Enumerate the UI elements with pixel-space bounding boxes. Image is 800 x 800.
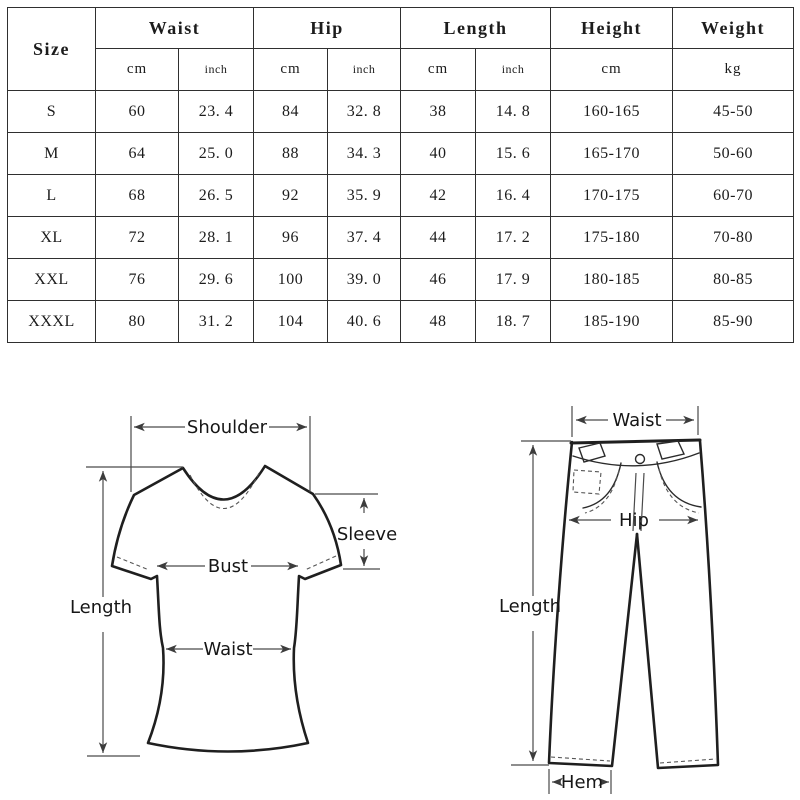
hip-cm-cell: 100 xyxy=(254,259,328,301)
right-hem-stitch xyxy=(660,759,716,763)
hip-inch-cell: 39. 0 xyxy=(328,259,401,301)
length-inch-cell: 16. 4 xyxy=(476,175,551,217)
waist-cm-cell: 72 xyxy=(96,217,179,259)
weight-kg-unit: kg xyxy=(673,49,794,91)
size-cell: M xyxy=(8,133,96,175)
length-cm-cell: 40 xyxy=(401,133,476,175)
shirt-waist-measure xyxy=(166,639,291,660)
pants-measurement-diagram xyxy=(499,406,718,794)
pants-left-leg-outline xyxy=(549,442,637,766)
hip-inch-cell: 40. 6 xyxy=(328,301,401,343)
height-cm-unit: cm xyxy=(551,49,673,91)
table-row xyxy=(8,133,794,175)
length-inch-cell: 14. 8 xyxy=(476,91,551,133)
hip-inch-cell: 34. 3 xyxy=(328,133,401,175)
size-cell: XXL xyxy=(8,259,96,301)
left-hem-stitch xyxy=(551,757,610,761)
height-cell: 185-190 xyxy=(551,301,673,343)
pants-hem-measure xyxy=(549,769,611,794)
hip-group-header: Hip xyxy=(254,8,401,49)
shirt-shoulder-label: Shoulder xyxy=(186,417,268,438)
pants-right-leg-outline xyxy=(637,441,718,768)
sleeve-measure xyxy=(315,494,397,569)
waist-inch-cell: 28. 1 xyxy=(179,217,254,259)
pants-waist-measure xyxy=(572,406,698,437)
hip-cm-unit: cm xyxy=(254,49,328,91)
length-group-header: Length xyxy=(401,8,551,49)
length-inch-cell: 17. 2 xyxy=(476,217,551,259)
pants-length-measure xyxy=(499,441,571,765)
length-inch-cell: 15. 6 xyxy=(476,133,551,175)
waist-inch-cell: 29. 6 xyxy=(179,259,254,301)
weight-cell: 50-60 xyxy=(673,133,794,175)
table-row xyxy=(8,217,794,259)
pants-hem-label: Hem xyxy=(560,772,604,793)
pants-waist-label: Waist xyxy=(612,410,662,431)
height-group-header: Height xyxy=(551,8,673,49)
bust-measure xyxy=(157,556,298,577)
height-cell: 175-180 xyxy=(551,217,673,259)
left-pocket-curve xyxy=(583,463,621,508)
weight-cell: 80-85 xyxy=(673,259,794,301)
size-chart-table xyxy=(7,7,794,343)
waist-cm-cell: 80 xyxy=(96,301,179,343)
waist-cm-unit: cm xyxy=(96,49,179,91)
weight-cell: 70-80 xyxy=(673,217,794,259)
hip-inch-unit: inch xyxy=(328,49,401,91)
hip-cm-cell: 96 xyxy=(254,217,328,259)
waist-cm-cell: 64 xyxy=(96,133,179,175)
right-pocket-stitch xyxy=(659,469,699,513)
height-cell: 160-165 xyxy=(551,91,673,133)
table-row xyxy=(8,259,794,301)
weight-group-header: Weight xyxy=(673,8,794,49)
coin-pocket xyxy=(573,470,601,494)
waist-inch-cell: 26. 5 xyxy=(179,175,254,217)
waist-inch-cell: 31. 2 xyxy=(179,301,254,343)
length-cm-cell: 42 xyxy=(401,175,476,217)
waist-inch-unit: inch xyxy=(179,49,254,91)
size-cell: XXXL xyxy=(8,301,96,343)
hip-cm-cell: 92 xyxy=(254,175,328,217)
hip-inch-cell: 35. 9 xyxy=(328,175,401,217)
waist-inch-cell: 23. 4 xyxy=(179,91,254,133)
hip-inch-cell: 32. 8 xyxy=(328,91,401,133)
height-cell: 165-170 xyxy=(551,133,673,175)
pants-hip-measure xyxy=(569,510,698,531)
length-cm-cell: 38 xyxy=(401,91,476,133)
length-cm-cell: 48 xyxy=(401,301,476,343)
hip-inch-cell: 37. 4 xyxy=(328,217,401,259)
size-cell: S xyxy=(8,91,96,133)
waist-cm-cell: 60 xyxy=(96,91,179,133)
shirt-length-label: Length xyxy=(69,597,133,618)
pants-waistband-top xyxy=(571,440,700,443)
length-cm-unit: cm xyxy=(401,49,476,91)
size-column-header: Size xyxy=(8,8,96,91)
hip-cm-cell: 84 xyxy=(254,91,328,133)
shirt-waist-label: Waist xyxy=(203,639,253,660)
length-cm-cell: 46 xyxy=(401,259,476,301)
waistband-button xyxy=(636,455,645,464)
weight-cell: 45-50 xyxy=(673,91,794,133)
measurement-diagrams xyxy=(0,380,800,800)
waist-cm-cell: 76 xyxy=(96,259,179,301)
size-cell: XL xyxy=(8,217,96,259)
table-row xyxy=(8,301,794,343)
waist-cm-cell: 68 xyxy=(96,175,179,217)
pants-length-label: Length xyxy=(498,596,562,617)
length-inch-cell: 17. 9 xyxy=(476,259,551,301)
weight-cell: 60-70 xyxy=(673,175,794,217)
pants-hip-label: Hip xyxy=(619,510,649,531)
tshirt-measurement-diagram xyxy=(70,416,397,756)
length-inch-unit: inch xyxy=(476,49,551,91)
size-cell: L xyxy=(8,175,96,217)
hip-cm-cell: 104 xyxy=(254,301,328,343)
left-belt-loop xyxy=(579,443,605,462)
waist-inch-cell: 25. 0 xyxy=(179,133,254,175)
table-row xyxy=(8,175,794,217)
table-row xyxy=(8,91,794,133)
height-cell: 180-185 xyxy=(551,259,673,301)
length-inch-cell: 18. 7 xyxy=(476,301,551,343)
hip-cm-cell: 88 xyxy=(254,133,328,175)
right-belt-loop xyxy=(657,441,684,459)
shirt-bust-label: Bust xyxy=(207,556,249,577)
weight-cell: 85-90 xyxy=(673,301,794,343)
waist-group-header: Waist xyxy=(96,8,254,49)
length-cm-cell: 44 xyxy=(401,217,476,259)
shirt-sleeve-label: Sleeve xyxy=(336,524,398,545)
height-cell: 170-175 xyxy=(551,175,673,217)
